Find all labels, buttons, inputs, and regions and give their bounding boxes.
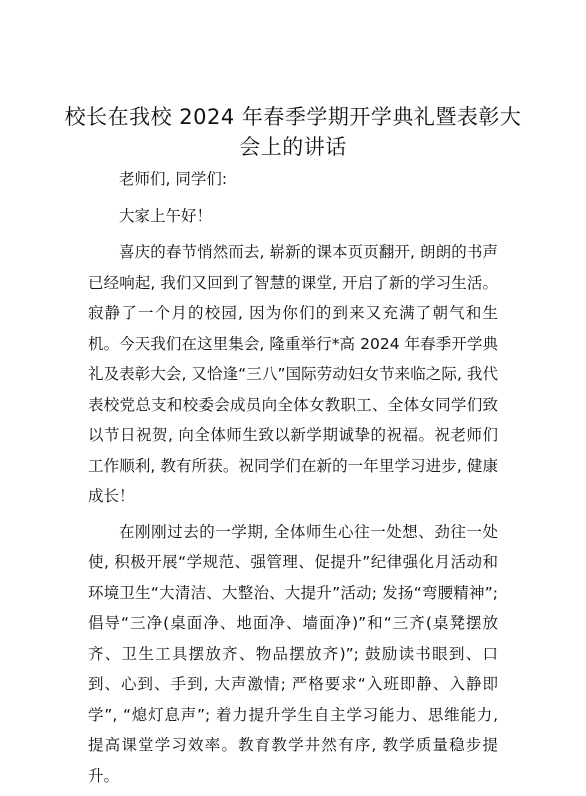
body-paragraph-2: 在刚刚过去的一学期, 全体师生心往一处想、劲往一处使, 积极开展“学规范、强管理、促提升”纪律强化月活动和环境卫生“大清洁、大整治、大提升”活动; 发扬“弯腰精神”; 倡导“三净(桌面净、地面净、墙面净)”和“三齐(桌凳摆放齐、卫生工具摆放齐、物品摆放齐)”; 鼓励读书眼到、口到、心到、手到, 大声激情; 严格要求“入班即静、入静即学”, “熄灯息声”; 着力提升学生自主学习能力、思维能力, 提高课堂学习效率。教育教学井然有序, 教学质量稳步提升。 xyxy=(88,522,498,785)
body-paragraph-1: 喜庆的春节悄然而去, 崭新的课本页页翻开, 朗朗的书声已经响起, 我们又回到了智慧的课堂, 开启了新的学习生活。寂静了一个月的校园, 因为你们的到来又充满了朝气和生机。今天我们在这里集会, 隆重举行*高 2024 年春季开学典礼及表彰大会, 又恰逢“三八”国际劳动妇女节来临之际, 我代表校党总支和校委会成员向全体女教职工、全体女同学们致以节日祝贺, 向全体师生致以新学期诚挚的祝福。祝老师们工作顺利, 教有所获。祝同学们在新的一年里学习进步, 健康成长！ xyxy=(88,243,498,505)
greeting-line: 老师们, 同学们: xyxy=(119,170,228,188)
document-body xyxy=(88,164,498,796)
document-title: 校长在我校 2024 年春季学期开学典礼暨表彰大会上的讲话 xyxy=(64,105,522,159)
hello-line: 大家上午好！ xyxy=(119,206,213,225)
